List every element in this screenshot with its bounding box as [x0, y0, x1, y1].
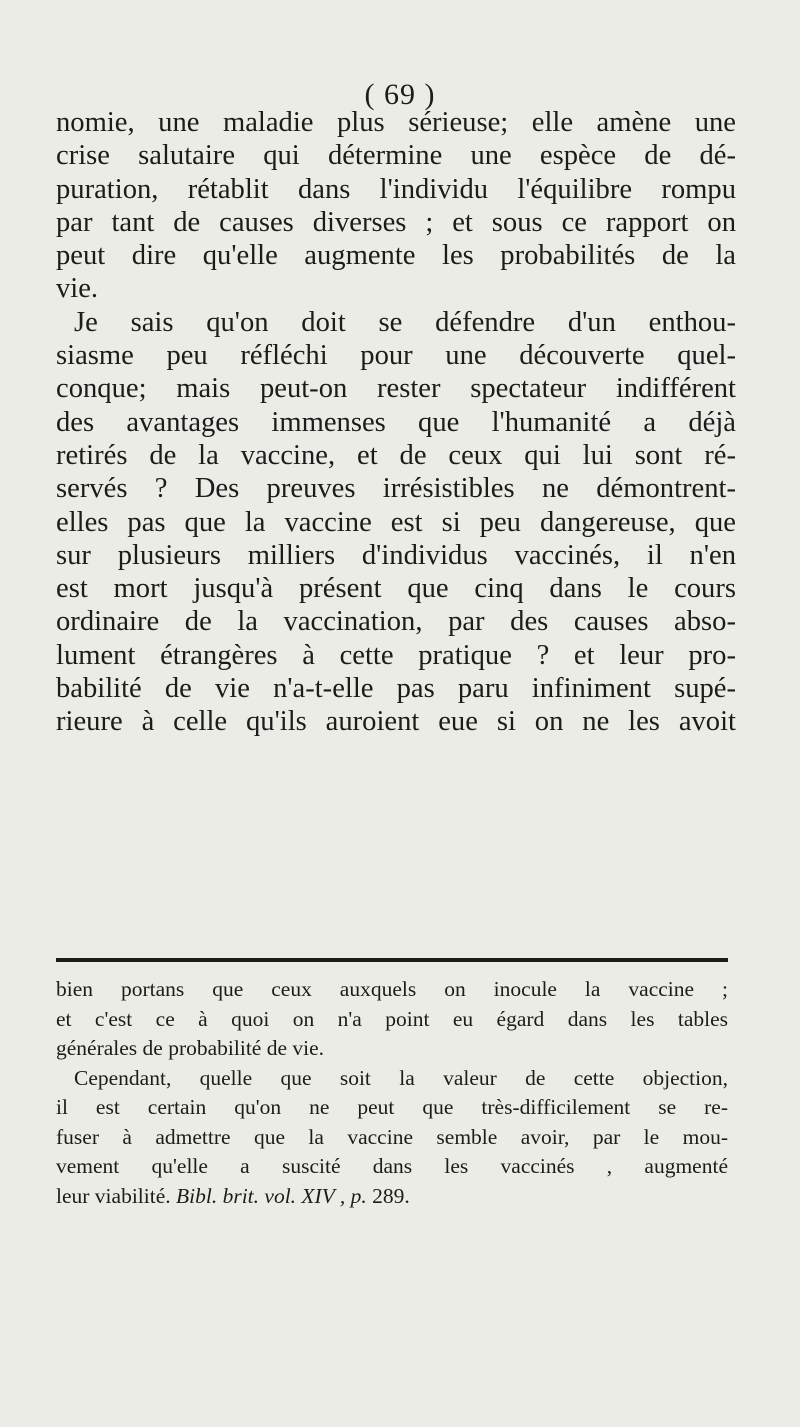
text-line: peut dire qu'elle augmente les probabilités de la	[56, 240, 736, 272]
text-line: des avantages immenses que l'humanité a déjà	[56, 406, 736, 438]
footnote-line: bien portans que ceux auxquels on inocule la vaccine ;	[56, 977, 728, 1001]
text-line: lument étrangères à cette pratique ? et leur pro-	[56, 639, 736, 671]
footnote-line: et c'est ce à quoi on n'a point eu égard dans les tables	[56, 1006, 728, 1031]
text-line: rieure à celle qu'ils auroient eue si on ne les avoit	[56, 706, 736, 738]
text-line: par tant de causes diverses ; et sous ce rapport on	[56, 206, 736, 238]
text-line: elles pas que la vaccine est si peu dangereuse, que	[56, 506, 736, 538]
text-line: vie.	[56, 273, 99, 305]
text-line: nomie, une maladie plus sérieuse; elle amène une	[56, 107, 736, 138]
footnote-line: Cependant, quelle que soit la valeur de cette objection,	[74, 1065, 728, 1090]
footnote-line: vement qu'elle a suscité dans les vaccinés , augmenté	[56, 1154, 728, 1178]
text-line: est mort jusqu'à présent que cinq dans le cours	[56, 573, 736, 605]
text-line: siasme peu réfléchi pour une découverte quel-	[56, 340, 736, 372]
text-line: Je sais qu'on doit se défendre d'un enthou-	[74, 306, 736, 338]
text-line: servés ? Des preuves irrésistibles ne démontrent-	[56, 473, 736, 505]
text-line: sur plusieurs milliers d'individus vaccinés, il n'en	[56, 539, 736, 571]
footnote-line: il est certain qu'on ne peut que très-difficilement se re-	[56, 1095, 728, 1119]
main-text	[56, 106, 736, 739]
footnote-divider	[56, 958, 728, 962]
text-line: puration, rétablit dans l'individu l'équilibre rompu	[56, 173, 736, 205]
footnote-line: générales de probabilité de vie.	[56, 1036, 325, 1060]
text-line: retirés de la vaccine, et de ceux qui lui sont ré-	[56, 439, 736, 471]
footnote-last-line	[56, 1182, 728, 1212]
footnote-citation: Bibl. brit. vol. XIV , p.	[176, 1183, 367, 1208]
footnote	[56, 975, 728, 1211]
footnote-line: fuser à admettre que la vaccine semble avoir, par le mou-	[56, 1124, 728, 1149]
text-line: crise salutaire qui détermine une espèce de dé-	[56, 140, 736, 172]
footnote-last-line-prefix: leur viabilité.	[56, 1183, 177, 1208]
footnote-page-ref: 289.	[366, 1183, 410, 1208]
text-line: conque; mais peut-on rester spectateur indifférent	[56, 373, 736, 405]
text-line: ordinaire de la vaccination, par des causes abso-	[56, 606, 736, 638]
page-number: ( 69 )	[364, 78, 436, 111]
text-line: babilité de vie n'a-t-elle pas paru infiniment supé-	[56, 673, 736, 705]
